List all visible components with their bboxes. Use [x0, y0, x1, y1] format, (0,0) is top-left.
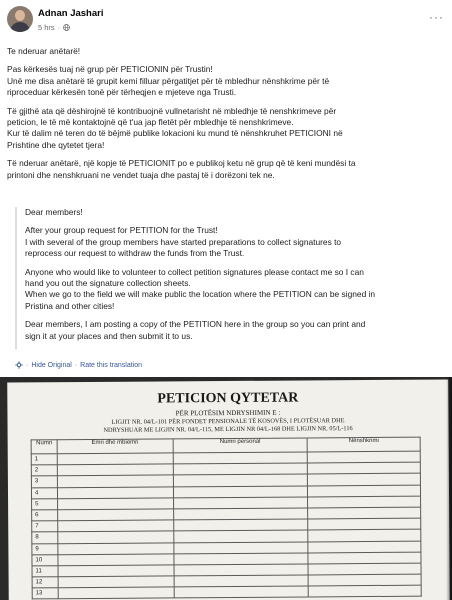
empty-cell [174, 575, 309, 587]
column-header: Numri [31, 440, 57, 454]
more-options-button[interactable]: ··· [429, 10, 444, 24]
empty-cell [308, 552, 421, 564]
post-header [0, 0, 452, 40]
post-time[interactable]: 5 hrs [38, 23, 55, 32]
table-row [32, 585, 421, 599]
petition-subtitle: PËR PLOTËSIM NDRYSHIMIN E : [175, 408, 281, 418]
petition-subtitle: NDRYSHUAR ME LIGJIN NR. 04/L-115, ME LIGJIN NR 04/L-168 DHE LIGJIN NR. 05/L-116 [103, 425, 353, 434]
empty-cell [58, 554, 174, 566]
gear-icon[interactable] [15, 361, 23, 369]
empty-cell [308, 474, 421, 486]
empty-cell [57, 453, 173, 465]
empty-cell [57, 475, 173, 487]
row-number: 9 [32, 543, 58, 554]
row-number: 1 [31, 454, 57, 465]
empty-cell [58, 531, 174, 543]
empty-cell [174, 586, 309, 598]
petition-subtitle: LIGJIT NR. 04/L-101 PËR FONDET PENSIONALE TË KOSOVËS, I PLOTËSUAR DHE [111, 417, 345, 426]
post-paragraph: Të nderuar anëtarë, një kopje të PETICIONIT po e publikoj ketu në grup që të keni mundësi ta printoni dhe nenshkruani ne vendet tuaja dhe pastaj të i dorëzoni tek ne. [7, 158, 356, 180]
empty-cell [57, 486, 173, 498]
row-number: 2 [31, 465, 57, 476]
empty-cell [308, 574, 421, 586]
post-paragraph: Te nderuar anëtarë! [7, 46, 81, 56]
empty-cell [58, 587, 174, 599]
empty-cell [308, 485, 421, 497]
row-number: 8 [32, 532, 58, 543]
author-name[interactable]: Adnan Jashari [38, 8, 104, 19]
translation-paragraph: Dear members! [25, 207, 83, 217]
empty-cell [174, 541, 309, 553]
avatar[interactable] [7, 6, 33, 32]
empty-cell [308, 462, 421, 474]
column-header: Nënshkrimi [307, 437, 420, 452]
row-number: 3 [31, 476, 57, 487]
empty-cell [58, 565, 174, 577]
row-number: 11 [32, 566, 58, 577]
empty-cell [174, 564, 309, 576]
post-paragraph: Pas kërkesës tuaj në grup për PETICIONIN për Trustin! Unë me disa anëtarë të grupit kemi filluar përgatitjet për të mbledhur nënshkrime për të riproceduar kërkesën tonë për tërheqjen e mjeteve nga Trusti. [7, 64, 330, 98]
row-number: 13 [32, 588, 58, 599]
empty-cell [308, 563, 421, 575]
translation-footer: · Hide Original · Rate this translation [15, 361, 142, 369]
empty-cell [308, 529, 421, 541]
row-number: 5 [32, 498, 58, 509]
empty-cell [308, 518, 421, 530]
row-number: 12 [32, 577, 58, 588]
empty-cell [58, 498, 174, 510]
post-meta: 5 hrs · [38, 23, 70, 32]
row-number: 7 [32, 521, 58, 532]
empty-cell [58, 509, 174, 521]
empty-cell [173, 486, 308, 498]
translation-paragraph: Dear members, I am posting a copy of the PETITION here in the group so you can print and sign it at your places and then submit it to us. [25, 319, 366, 341]
empty-cell [173, 463, 308, 475]
photo-shadow [446, 377, 452, 600]
empty-cell [173, 519, 308, 531]
attached-photo[interactable] [0, 377, 452, 600]
empty-cell [174, 553, 309, 565]
empty-cell [173, 497, 308, 509]
globe-icon [63, 24, 70, 31]
empty-cell [58, 520, 174, 532]
hide-original-link[interactable]: Hide Original [31, 361, 72, 369]
empty-cell [308, 585, 421, 597]
empty-cell [308, 507, 421, 519]
empty-cell [173, 452, 308, 464]
row-number: 6 [32, 510, 58, 521]
column-header: Numri personal [173, 438, 308, 453]
translation-block [15, 207, 440, 349]
petition-document [7, 379, 450, 600]
signature-table [31, 437, 422, 600]
post-paragraph: Të gjithë ata që dëshirojnë të kontribuojnë vullnetarisht në mbledhje të nenshkrimeve për peticion, le të më kontaktojnë që t'ua jap fletët për mbledhje të nenshkrimeve. Kur të dalim në teren do të bëjmë publike lokacioni ku mund të nënshkruhet PETICIONI në Prishtine dhe qytetet tjera! [7, 105, 343, 150]
empty-cell [307, 451, 420, 463]
empty-cell [58, 576, 174, 588]
row-number: 4 [31, 487, 57, 498]
translation-paragraph: After your group request for PETITION for the Trust! I with several of the group members have started preparations to collect signatures to reprocess our request to withdraw the funds from the Trust. [25, 225, 342, 259]
empty-cell [58, 542, 174, 554]
post-text [7, 46, 447, 188]
empty-cell [173, 530, 308, 542]
row-number: 10 [32, 554, 58, 565]
translation-paragraph: Anyone who would like to volunteer to collect petition signatures please contact me so I can hand you out the signature collection sheets. When we go to the field we will make public the location where the PETITION can be signed in Pristina and other cities! [25, 266, 376, 311]
petition-title: PETICION QYTETAR [157, 390, 299, 407]
empty-cell [308, 541, 421, 553]
empty-cell [173, 474, 308, 486]
empty-cell [173, 508, 308, 520]
empty-cell [308, 496, 421, 508]
empty-cell [57, 464, 173, 476]
rate-translation-link[interactable]: Rate this translation [80, 361, 143, 369]
column-header: Emri dhe mbiemri [57, 439, 173, 454]
